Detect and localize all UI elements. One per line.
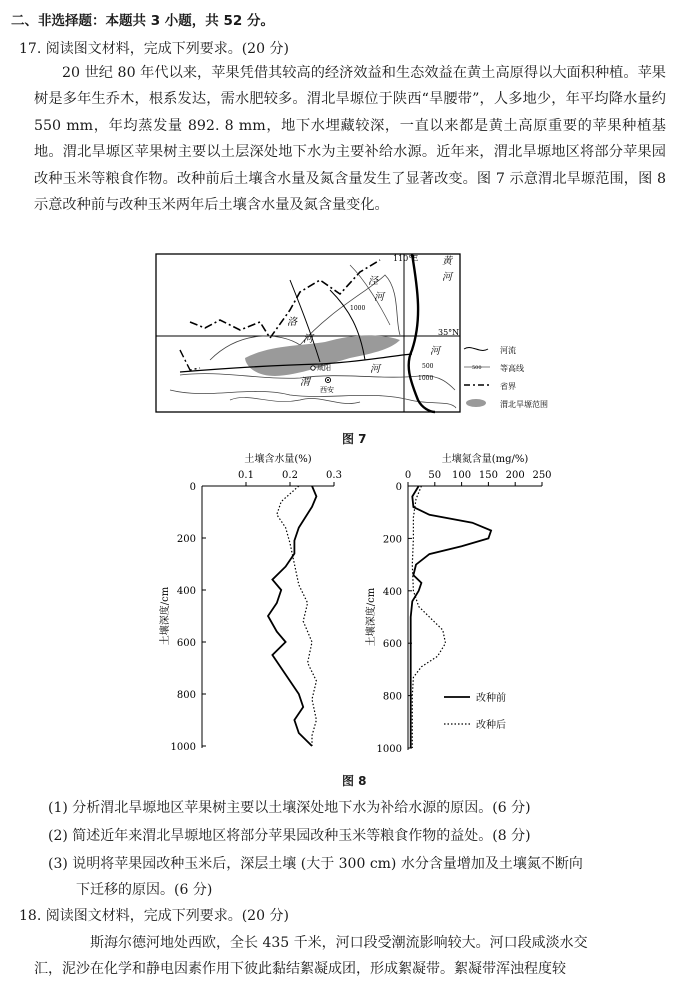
x-tick-label: 250 bbox=[532, 470, 552, 481]
series-before-line bbox=[268, 486, 316, 746]
y-tick-label: 600 bbox=[382, 639, 402, 651]
q17-sub-3-cont: 下迁移的原因。(6 分) bbox=[76, 882, 213, 898]
x-tick-label: 0.3 bbox=[326, 470, 342, 481]
jing-label-1: 泾 bbox=[368, 276, 378, 287]
huang-label-2: 河 bbox=[442, 272, 452, 283]
contour-label: 500 bbox=[422, 363, 434, 370]
legend-river: 河流 bbox=[500, 346, 516, 355]
figure7-caption: 图 7 bbox=[342, 432, 367, 446]
q18-para-line2: 汇，泥沙在化学和静电因素作用下彼此黏结絮凝成团，形成絮凝带。絮凝带浑浊程度较 bbox=[34, 961, 566, 977]
legend-contour: 等高线 bbox=[500, 364, 524, 373]
q18-title: 18. 阅读图文材料，完成下列要求。(20 分) bbox=[19, 908, 289, 924]
series-after-line bbox=[412, 486, 445, 748]
x-tick-label: 0.2 bbox=[282, 470, 298, 481]
section-header: 二、非选择题：本题共 3 小题，共 52 分。 bbox=[11, 13, 274, 29]
lon-label: 110°E bbox=[393, 254, 419, 263]
luo-label-1: 洛 bbox=[287, 317, 297, 328]
map-legend bbox=[464, 345, 548, 409]
y-tick-label: 600 bbox=[176, 638, 196, 649]
y-tick-label: 1000 bbox=[376, 744, 402, 755]
jing-label-2: 河 bbox=[374, 292, 384, 303]
y-axis-label: 土壤深度/cm bbox=[366, 587, 377, 647]
contour-label: 1000 bbox=[350, 305, 366, 312]
q18-para-line1: 斯海尔德河地处西欧，全长 435 千米，河口段受潮流影响较大。河口段咸淡水交 bbox=[90, 935, 588, 951]
legend-contour-sample: 500 bbox=[472, 365, 482, 371]
x-tick-label: 100 bbox=[452, 470, 472, 481]
q17-sub-1: (1) 分析渭北旱塬地区苹果树主要以土壤深处地下水为补给水源的原因。(6 分) bbox=[48, 800, 531, 816]
y-tick-label: 400 bbox=[176, 586, 196, 597]
y-tick-label: 200 bbox=[176, 534, 196, 545]
wei-label-1: 渭 bbox=[300, 377, 310, 388]
q17-title: 17. 阅读图文材料，完成下列要求。(20 分) bbox=[19, 41, 289, 57]
y-tick-label: 1000 bbox=[170, 742, 196, 753]
chart-title: 土壤含水量(%) bbox=[244, 454, 312, 465]
wei-label-2: 河 bbox=[370, 364, 380, 375]
luo-label-2: 河 bbox=[303, 334, 313, 345]
lat-label: 35°N bbox=[438, 328, 460, 337]
x-tick-label: 0 bbox=[404, 470, 412, 481]
xian-label: 西安 bbox=[320, 386, 334, 394]
series-before-line bbox=[411, 486, 491, 748]
figure8-charts bbox=[150, 448, 570, 768]
huang-label-3: 河 bbox=[430, 346, 440, 357]
y-tick-label: 0 bbox=[395, 482, 402, 493]
series-after-line bbox=[277, 486, 317, 746]
y-tick-label: 800 bbox=[176, 690, 196, 701]
xianyang-marker bbox=[311, 366, 315, 370]
x-tick-label: 200 bbox=[505, 470, 525, 481]
huang-label-1: 黄 bbox=[442, 256, 452, 267]
legend-area: 渭北旱塬范围 bbox=[500, 400, 548, 409]
legend-before-label: 改种前 bbox=[476, 693, 506, 704]
figure8-caption: 图 8 bbox=[342, 774, 367, 788]
figure7-map bbox=[150, 250, 580, 420]
y-tick-label: 0 bbox=[189, 482, 196, 493]
legend-boundary: 省界 bbox=[500, 382, 516, 391]
x-tick-label: 50 bbox=[428, 470, 442, 481]
y-tick-label: 400 bbox=[382, 586, 402, 598]
contour-label: 1000 bbox=[418, 375, 434, 382]
y-tick-label: 800 bbox=[382, 691, 402, 703]
q17-sub-2: (2) 简述近年来渭北旱塬地区将部分苹果园改种玉米等粮食作物的益处。(8 分) bbox=[48, 828, 531, 844]
legend-after-label: 改种后 bbox=[476, 720, 506, 731]
x-tick-label: 150 bbox=[478, 470, 498, 481]
chart-title: 土壤氮含量(mg/%) bbox=[441, 454, 529, 465]
y-axis-label: 土壤深度/cm bbox=[160, 586, 171, 646]
y-tick-label: 200 bbox=[382, 534, 402, 546]
q17-sub-3: (3) 说明将苹果园改种玉米后，深层土壤 (大于 300 cm) 水分含量增加及土壤氮不断向 bbox=[48, 856, 583, 872]
q17-paragraph: 20 世纪 80 年代以来，苹果凭借其较高的经济效益和生态效益在黄土高原得以大面积种植。苹果树是多年生乔木，根系发达，需水肥较多。渭北旱塬位于陕西“旱腰带”，人多地少，年平均降水量约 550 mm，年均蒸发量 892. 8 mm，地下水埋藏较深，一直以来都是黄土高原重要的苹果种植基地。渭北旱塬区苹果树主要以土层深处地下水为主要补给水源。近年来，渭北旱塬地区将部分苹果园改种玉米等粮食作物。改种前后土壤含水量及氮含量发生了显著改变。图 7 示意渭北旱塬范围，图 8 示意改种前与改种玉米两年后土壤含水量及氮含量变化。 bbox=[34, 65, 666, 214]
x-tick-label: 0.1 bbox=[238, 470, 254, 481]
xianyang-label: 咸阳 bbox=[317, 364, 331, 372]
